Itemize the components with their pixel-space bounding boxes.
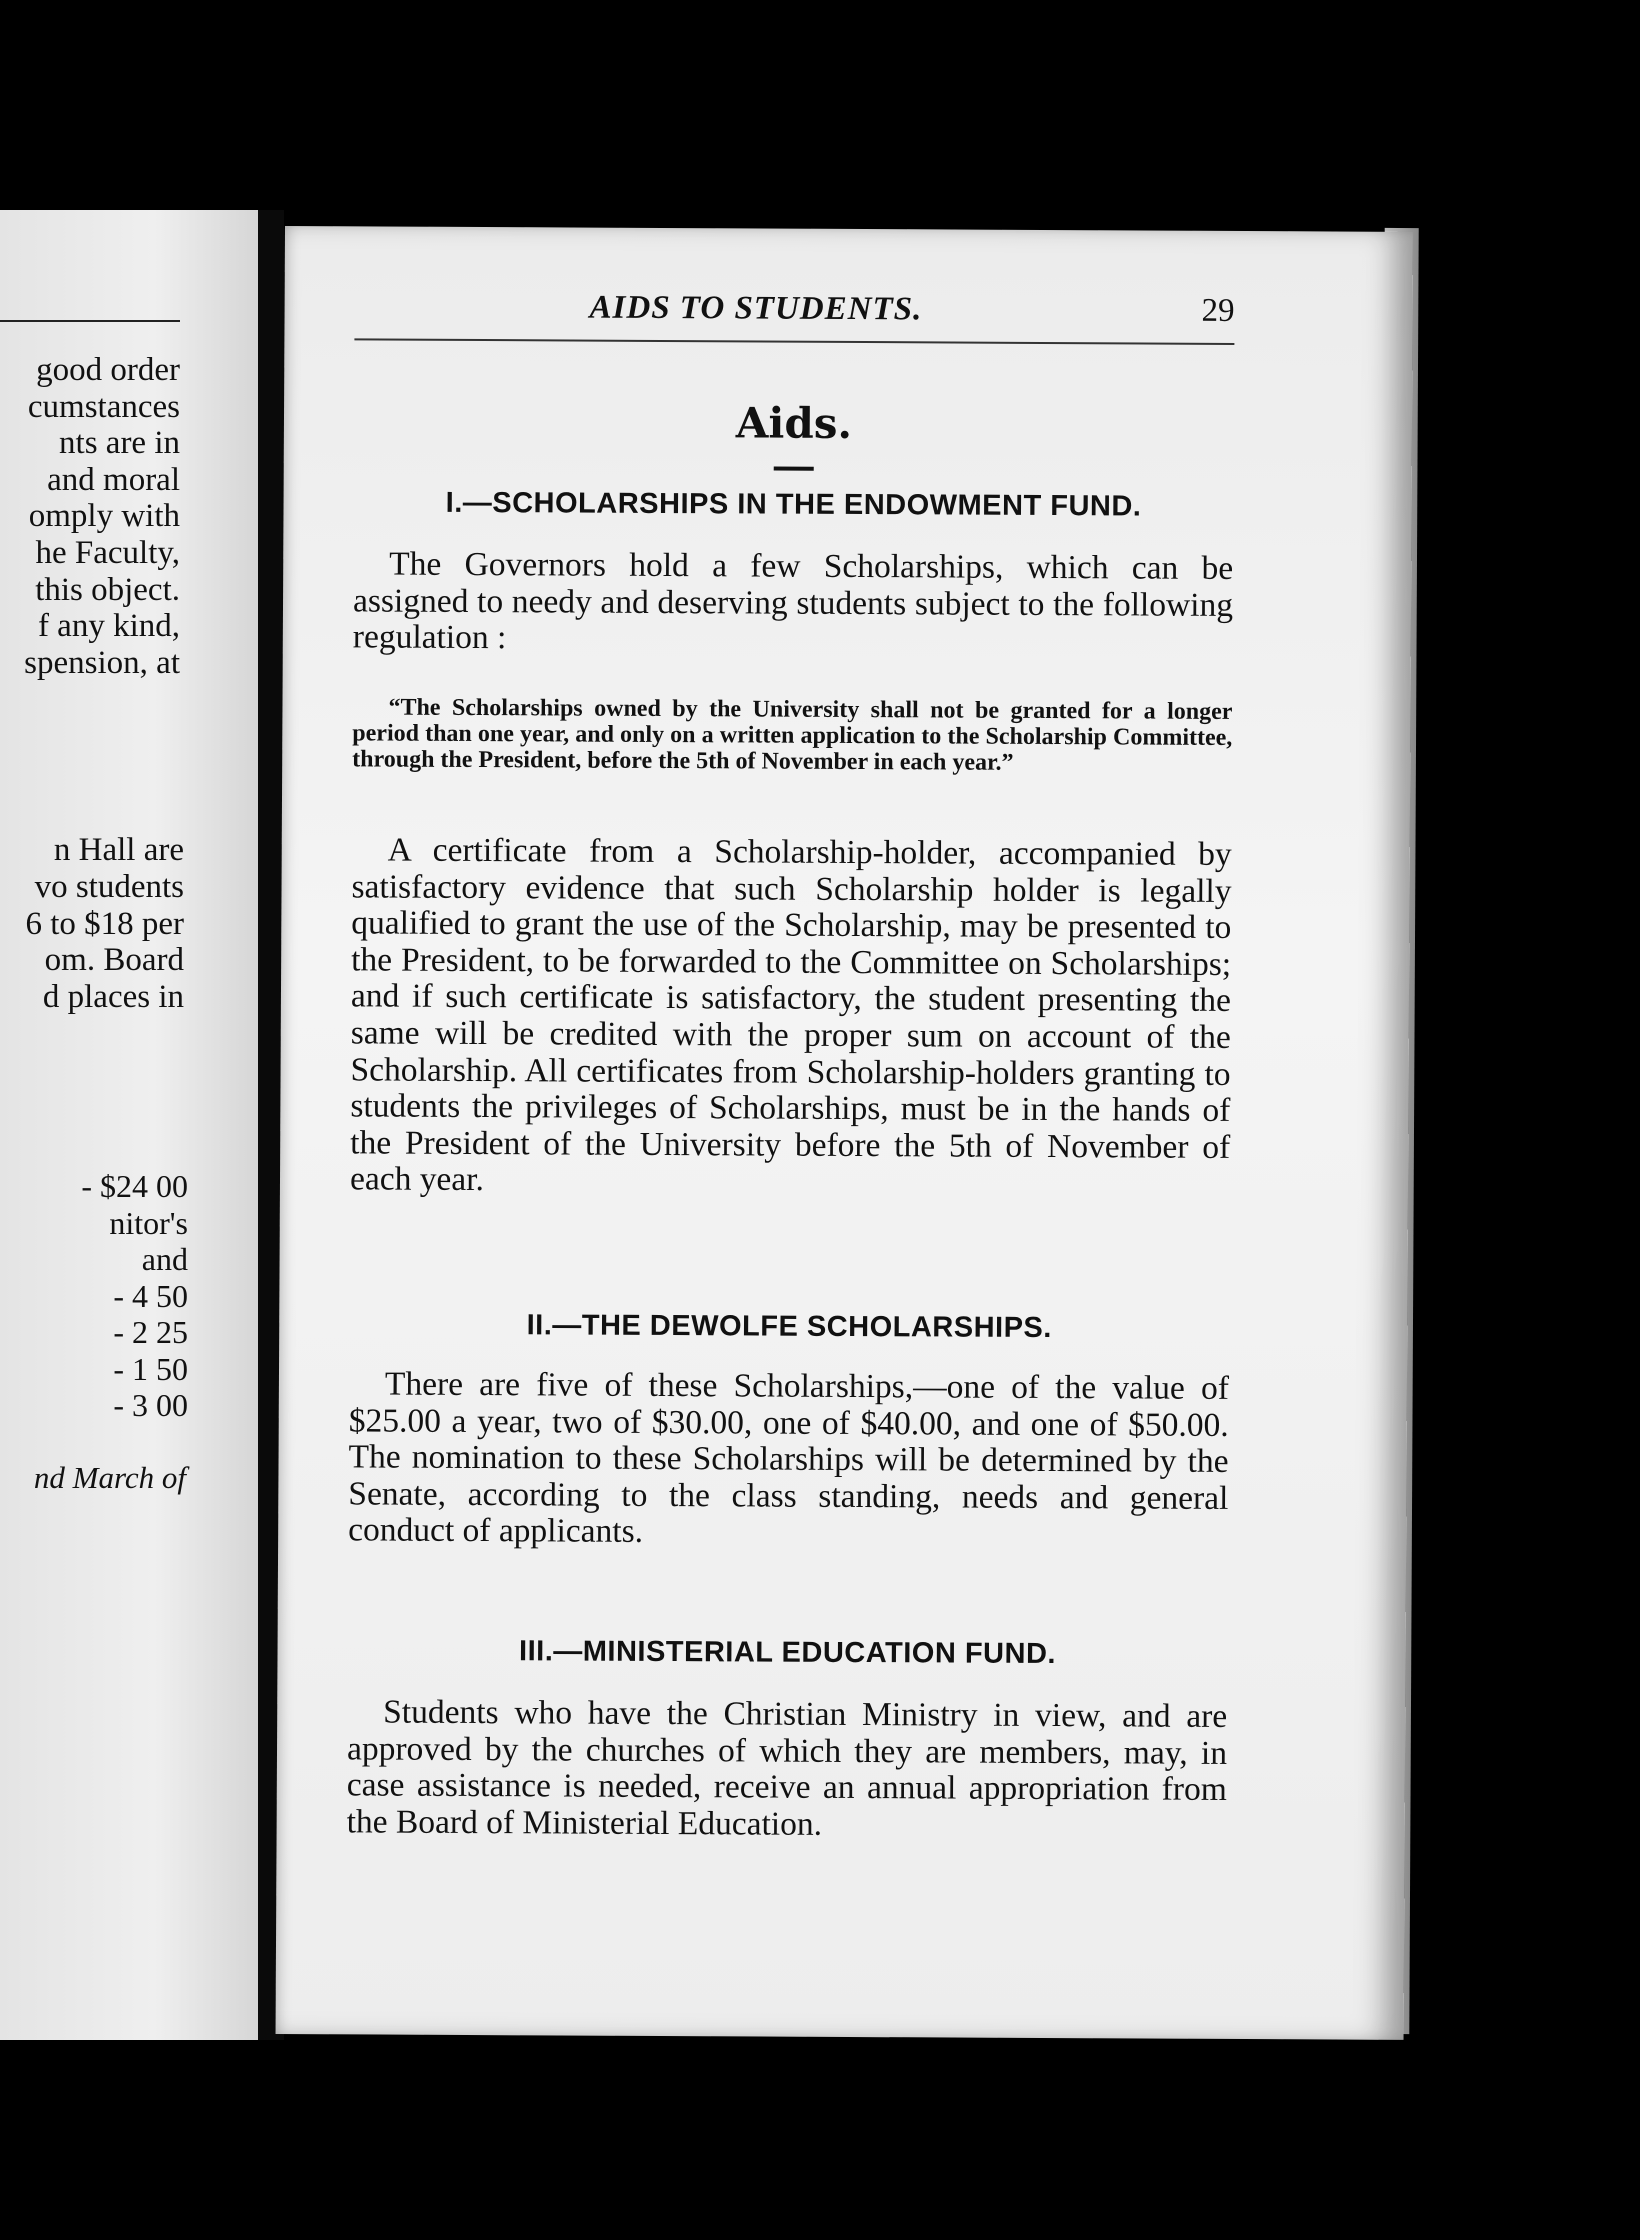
price-line: - $24 00 bbox=[81, 1168, 188, 1204]
left-line: vo students bbox=[34, 868, 184, 905]
running-title: AIDS TO STUDENTS. bbox=[589, 289, 923, 328]
left-line: he Faculty, bbox=[35, 534, 180, 571]
page-content bbox=[346, 226, 1235, 1843]
left-line: omply with bbox=[28, 498, 180, 535]
left-line: 6 to $18 per bbox=[25, 905, 184, 942]
price-line: and bbox=[141, 1241, 188, 1277]
right-page bbox=[276, 226, 1413, 2040]
paragraph: Students who have the Christian Ministry in view, and are approved by the churches of which they are members, may, in case assistance is needed, receive an annual appropriation from the Board of Ministerial Education. bbox=[346, 1693, 1228, 1843]
left-line: nts are in bbox=[59, 425, 180, 462]
left-price-list bbox=[0, 1168, 188, 1424]
left-line: cumstances bbox=[27, 388, 180, 425]
left-line: om. Board bbox=[44, 942, 184, 979]
running-head bbox=[354, 288, 1234, 343]
left-line: d places in bbox=[42, 979, 184, 1016]
paragraph: The Governors hold a few Scholarships, which can be assigned to needy and deserving students subject to the following regulation : bbox=[352, 545, 1234, 657]
section-heading: I.—SCHOLARSHIPS IN THE ENDOWMENT FUND. bbox=[445, 486, 1142, 523]
price-line: nitor's bbox=[109, 1204, 188, 1241]
price-line: - 4 50 bbox=[113, 1277, 188, 1314]
left-header-rule bbox=[0, 320, 180, 322]
section-heading: II.—THE DEWOLFE SCHOLARSHIPS. bbox=[526, 1309, 1052, 1345]
left-text-block-mid bbox=[0, 832, 184, 1016]
paragraph: A certificate from a Scholarship-holder, accompanied by satisfactory evidence that such Scholarship holder is legally qualified to grant the use of the Scholarship, may be presented to the President, to be forwarded to the Committee on Scholarships; and if such certificate is satisfactory, the student presenting the same will be credited with the proper sum on account of the Scholarship. All certificates from Scholarship-holders granting to students the privileges of Scholarships, must be in the hands of the President of the University before the 5th of November of each year. bbox=[349, 831, 1232, 1199]
left-page bbox=[0, 210, 258, 2040]
left-italic-line: nd March of bbox=[33, 1460, 186, 1495]
left-line: and moral bbox=[47, 461, 180, 498]
left-line: spension, at bbox=[24, 644, 180, 681]
paragraph: There are five of these Scholarships,—one of the value of $25.00 a year, two of $30.00, one of $40.00, and one of $50.00. The nomination to these Scholarships will be determined by the Senate, according to the class standing, needs and general conduct of applicants. bbox=[348, 1365, 1230, 1551]
left-line: good order bbox=[36, 352, 180, 388]
left-line: this object. bbox=[35, 571, 180, 608]
block-quote: “The Scholarships owned by the University shall not be granted for a longer period than one year, and only on a written application to the Scholarship Committee, through the President, before the 5th of November in each year.” bbox=[352, 694, 1233, 776]
price-line: - 3 00 bbox=[113, 1387, 188, 1423]
left-line: n Hall are bbox=[53, 832, 184, 868]
section-heading: III.—MINISTERIAL EDUCATION FUND. bbox=[518, 1635, 1057, 1671]
price-line: - 1 50 bbox=[113, 1350, 188, 1387]
page-number: 29 bbox=[1201, 292, 1235, 329]
left-line: f any kind, bbox=[37, 608, 180, 645]
title-dash bbox=[774, 467, 814, 471]
left-text-block-top bbox=[0, 352, 180, 681]
price-line: - 2 25 bbox=[113, 1314, 188, 1350]
page-title: Aids. bbox=[735, 398, 853, 448]
